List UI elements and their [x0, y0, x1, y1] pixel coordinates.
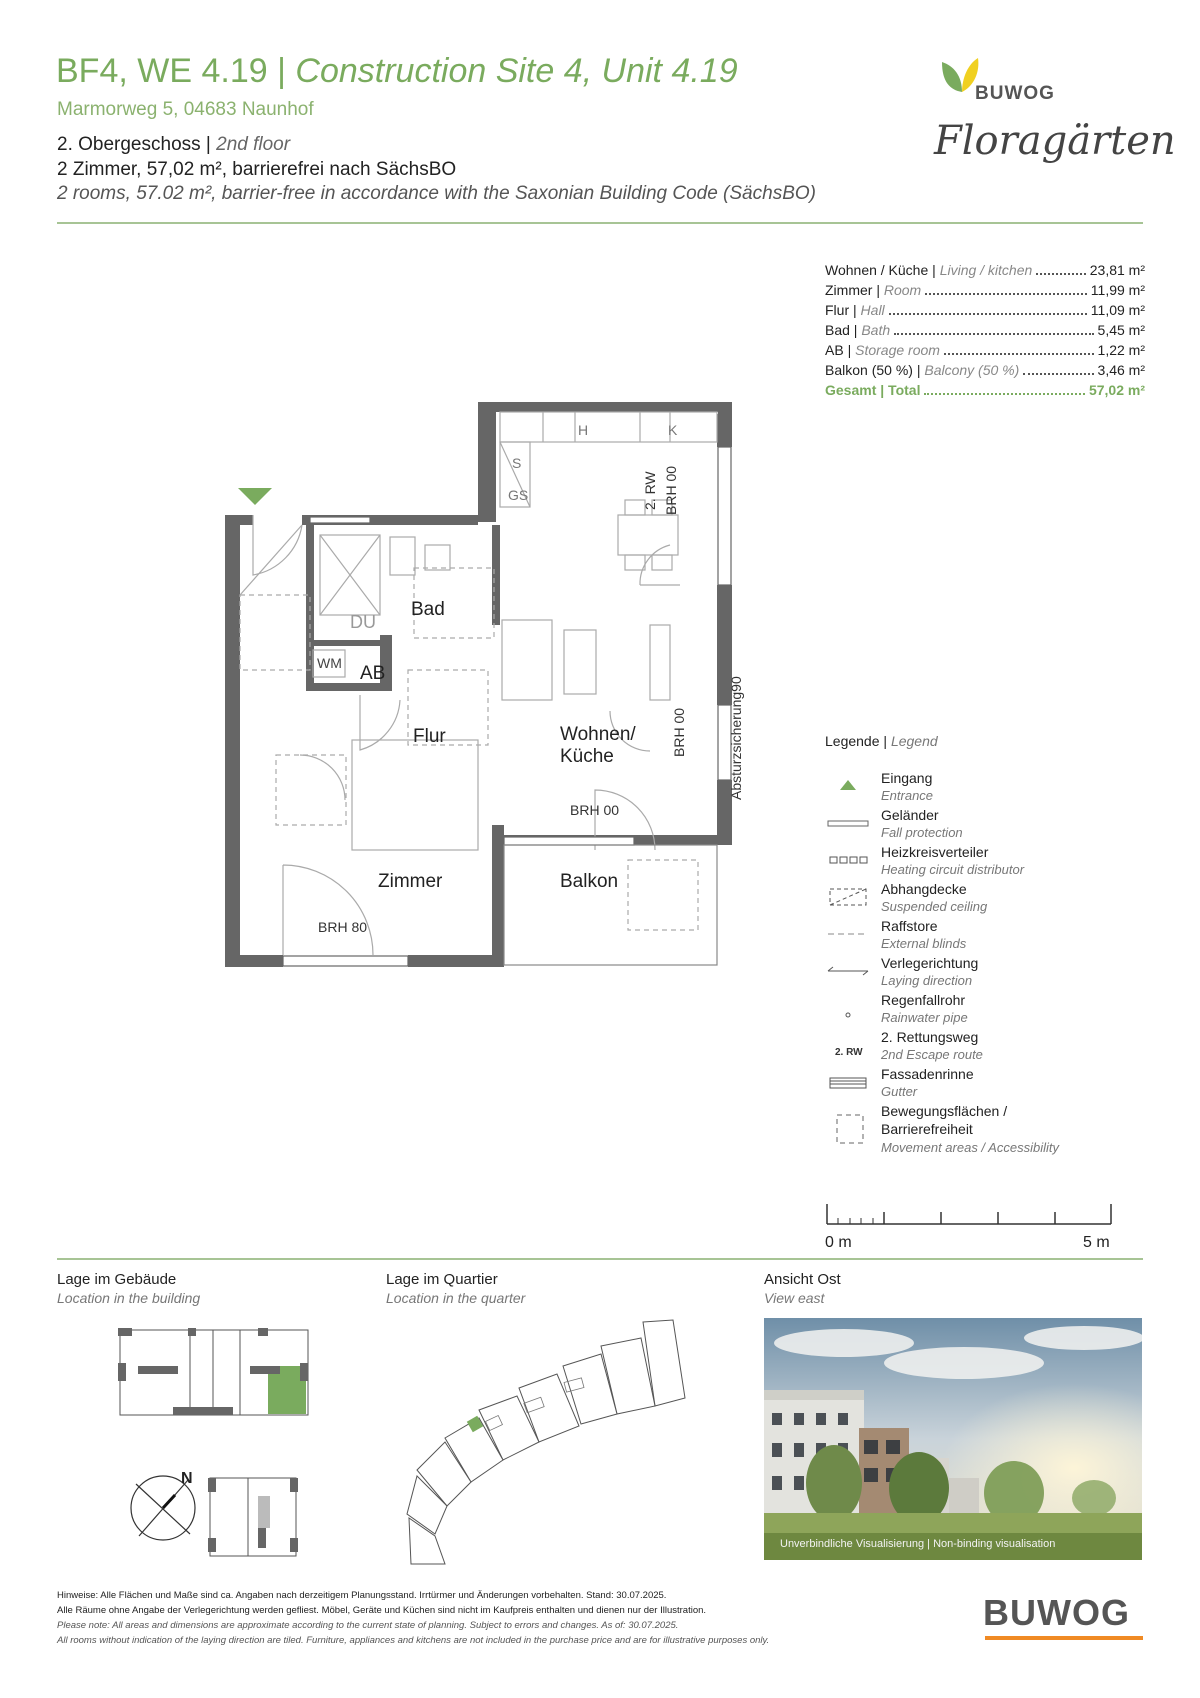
label-h: H — [578, 422, 589, 438]
legend-item: Heizkreisverteiler Heating circuit distributor — [825, 844, 1145, 881]
legend-item: 2. RW 2. Rettungsweg 2nd Escape route — [825, 1029, 1145, 1066]
visualisation-caption: Unverbindliche Visualisierung | Non-binding visualisation — [780, 1538, 1056, 1550]
room-label-wm: WM — [317, 655, 342, 671]
scale-bar — [825, 1200, 1115, 1252]
movement-area-icon — [825, 1109, 871, 1149]
legend-item: Verlegerichtung Laying direction — [825, 955, 1145, 992]
floor-plan — [200, 395, 760, 975]
area-row: AB | Storage room 1,22 m² — [825, 342, 1145, 358]
area-row: Flur | Hall 11,09 m² — [825, 302, 1145, 318]
label-brh80: BRH 80 — [318, 919, 368, 935]
entrance-triangle-icon — [825, 772, 871, 800]
area-row: Bad | Bath 5,45 m² — [825, 322, 1145, 338]
railing-icon — [825, 809, 871, 837]
label-rw: 2. RW — [642, 471, 658, 510]
entrance-triangle-icon — [238, 488, 272, 505]
legend-item: Fassadenrinne Gutter — [825, 1066, 1145, 1103]
label-k: K — [668, 422, 678, 438]
floor-de: 2. Obergeschoss — [57, 134, 201, 155]
gutter-icon — [825, 1068, 871, 1096]
laying-direction-icon — [825, 957, 871, 985]
title-separator: | — [277, 52, 286, 90]
label-brh00-mid: BRH 00 — [671, 707, 687, 757]
room-label-bad: Bad — [411, 599, 445, 620]
title-en: Construction Site 4, Unit 4.19 — [295, 52, 738, 90]
logo-brand: BUWOG — [975, 83, 1055, 104]
room-label-zimmer: Zimmer — [378, 871, 443, 892]
quarter-location-subtitle: Location in the quarter — [386, 1290, 526, 1306]
view-east-visualisation — [764, 1318, 1142, 1560]
label-gs: GS — [508, 487, 529, 503]
room-label-ab: AB — [360, 663, 386, 684]
label-s: S — [512, 455, 522, 471]
legend-title: Legende | Legend — [825, 733, 938, 749]
legend-item: Regenfallrohr Rainwater pipe — [825, 992, 1145, 1029]
title-de: BF4, WE 4.19 — [56, 52, 268, 90]
label-absturzsicherung: Absturzsicherung90 — [728, 676, 744, 800]
area-table — [825, 262, 1145, 402]
area-total-row: Gesamt | Total 57,02 m² — [825, 382, 1145, 398]
room-label-balkon: Balkon — [560, 871, 619, 892]
logo-script: Floragärten — [934, 118, 1176, 164]
legend-item: Abhangdecke Suspended ceiling — [825, 881, 1145, 918]
scale-start: 0 m — [825, 1234, 852, 1251]
address: Marmorweg 5, 04683 Naunhof — [57, 99, 314, 120]
note-en-2: All rooms without indication of the laying direction are tiled. Furniture, appliances and kitchens are not included in the purchase price and are for illustrative purposes only. — [57, 1635, 770, 1646]
room-label-kueche: Küche — [560, 746, 614, 767]
plan-walls — [225, 402, 760, 967]
label-brh00-bottom: BRH 00 — [570, 802, 620, 818]
building-location-subtitle: Location in the building — [57, 1290, 201, 1306]
note-de-2: Alle Räume ohne Angabe der Verlegerichtung werden gefliest. Möbel, Geräte und Küchen sind nicht im Kaufpreis enthalten und dienen nur der Illustration. — [57, 1605, 707, 1616]
rain-pipe-icon — [825, 994, 871, 1022]
floor-en: 2nd floor — [216, 134, 291, 155]
legend-item: Geländer Fall protection — [825, 807, 1145, 844]
building-location-diagram — [118, 1328, 313, 1558]
rooms-summary-en: 2 rooms, 57.02 m², barrier-free in accordance with the Saxonian Building Code (SächsBO) — [57, 183, 816, 204]
legend-item: Bewegungsflächen / Barrierefreiheit Movement areas / Accessibility — [825, 1103, 1145, 1163]
note-de-1: Hinweise: Alle Flächen und Maße sind ca. Angaben nach derzeitigem Planungsstand. Irrtürmer und Änderungen vorbehalten. Stand: 30.07.2025. — [57, 1590, 667, 1601]
rooms-summary-de: 2 Zimmer, 57,02 m², barrierefrei nach SächsBO — [57, 159, 457, 180]
building-location-title: Lage im Gebäude — [57, 1271, 177, 1288]
header-divider — [57, 222, 1143, 224]
svg-text:2. RW: 2. RW — [835, 1047, 863, 1058]
north-label: N — [181, 1470, 193, 1487]
scale-end: 5 m — [1083, 1234, 1110, 1251]
heating-distributor-icon — [825, 846, 871, 874]
blinds-icon — [825, 920, 871, 948]
balcony-outline — [504, 845, 717, 965]
suspended-ceiling-icon — [825, 883, 871, 911]
area-row: Wohnen / Küche | Living / kitchen 23,81 m² — [825, 262, 1145, 278]
area-row: Balkon (50 %) | Balcony (50 %) 3,46 m² — [825, 362, 1145, 378]
north-compass-icon — [131, 1470, 195, 1540]
area-row: Zimmer | Room 11,99 m² — [825, 282, 1145, 298]
room-label-flur: Flur — [413, 726, 446, 747]
escape-route-icon — [825, 1031, 871, 1059]
bottom-divider — [57, 1258, 1143, 1260]
quarter-location-title: Lage im Quartier — [386, 1271, 498, 1288]
footer-brand-underline — [985, 1636, 1143, 1640]
note-en-1: Please note: All areas and dimensions are approximate according to the current state of planning. Subject to errors and changes. As of: 30.07.2025. — [57, 1620, 679, 1631]
room-label-wohnen: Wohnen/ — [560, 724, 636, 745]
room-label-du: DU — [350, 612, 376, 632]
unit-title — [56, 52, 738, 91]
floor-line: 2. Obergeschoss | 2nd floor — [57, 134, 291, 155]
footer-brand-logo: BUWOG — [983, 1592, 1130, 1633]
legend-item: Raffstore External blinds — [825, 918, 1145, 955]
legend-item: Eingang Entrance — [825, 770, 1145, 807]
quarter-location-diagram — [405, 1318, 695, 1566]
view-east-title: Ansicht Ost — [764, 1271, 841, 1288]
label-brh00-top: BRH 00 — [663, 465, 679, 515]
view-east-subtitle: View east — [764, 1290, 825, 1306]
